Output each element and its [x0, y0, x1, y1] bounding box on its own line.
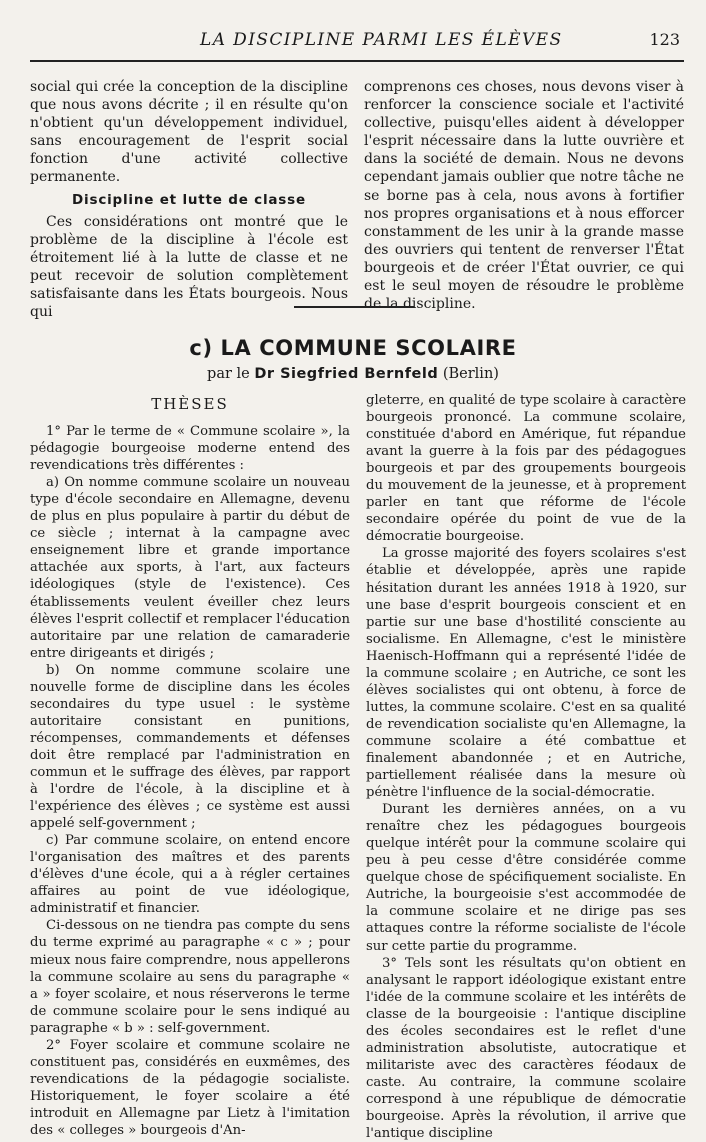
paragraph: comprenons ces choses, nous devons viser à renforcer la conscience sociale et l'activité collective, puisqu'elles aident à développer l'esprit nécessaire dans la lutte ouvrière et dans la société de demain. Nous ne devons cependant jamais oublier que notre tâche ne se borne pas à cela, nous avons à fortifier nos propres organisations et à nous efforcer constamment de les unir à la grande masse des ouvriers qui tentent de renverser l'État bourgeois et de créer l'État ouvrier, ce qui est le seul moyen de résoudre le problème de la discipline. — [364, 79, 684, 313]
page-number: 123 — [649, 30, 680, 49]
paragraph: a) On nomme commune scolaire un nouveau type d'école secondaire en Allemagne, devenu de plus en plus populaire à partir du début de ce siècle ; internat à la campagne avec enseignement libre et grande importance attachée aux sports, à l'art, aux facteurs idéologiques (style de l'existence). Ces établissements veulent éveiller chez leurs élèves l'esprit collectif et remplacer l'éducation autoritaire par une relation de camaraderie entre dirigeants et dirigés ; — [30, 475, 350, 661]
byline — [0, 366, 706, 382]
paragraph: 1° Par le terme de « Commune scolaire », la pédagogie bourgeoise moderne entend des revendications très différentes : — [30, 424, 350, 474]
paragraph: Ces considérations ont montré que le problème de la discipline à l'école est étroitement lié à la lutte de classe et ne peut recevoir de solution complètement satisfaisante dans les États bourgeois. Nous qui — [30, 213, 348, 321]
paragraph: gleterre, en qualité de type scolaire à caractère bourgeois prononcé. La commune scolaire, constituée d'abord en Amérique, fut répandue avant la guerre à la fois par des pédagogues bourgeois et par des groupements bourgeois du mouvement de la jeunesse, et à proprement parler en tant que réforme de l'école secondaire opérée du point de vue de la démocratie bourgeoise. — [366, 393, 686, 545]
paragraph: Ci-dessous on ne tiendra pas compte du sens du terme exprimé au paragraphe « c » ; pour mieux nous faire comprendre, nous appellerons la commune scolaire au sens du paragraphe « a » foyer scolaire, et nous réserverons le terme de commune scolaire pour le sens indiqué au paragraphe « b » : self-government. — [30, 918, 350, 1036]
article-title: c) LA COMMUNE SCOLAIRE — [189, 336, 517, 360]
paragraph: c) Par commune scolaire, on entend encore l'organisation des maîtres et des parents d'élèves d'une école, qui a à régler certaines affaires au point de vue idéologique, administratif et financier. — [30, 833, 350, 917]
paragraph: Durant les dernières années, on a vu renaître chez les pédagogues bourgeois quelque intérêt pour la commune scolaire qui peu à peu cesse d'être considérée comme quelque chose de spécifiquement socialiste. En Autriche, la bourgeoisie s'est accommodée de la commune scolaire et ne dirige pas ses attaques contre la réforme socialiste de l'école sur cette partie du programme. — [366, 802, 686, 954]
section-divider — [294, 306, 414, 308]
byline-prefix: par le — [207, 366, 250, 382]
paragraph: 2° Foyer scolaire et commune scolaire ne constituent pas, considérés en euxmêmes, des revendications de la pédagogie socialiste. Historiquement, le foyer scolaire a été introduit en Allemagne par Lietz à l'imitation des « colleges » bourgeois d'An- — [30, 1037, 350, 1138]
top-left-column — [30, 78, 348, 321]
top-right-column — [364, 78, 684, 313]
paragraph: b) On nomme commune scolaire une nouvelle forme de discipline dans les écoles secondaires du type usuel : le système autoritaire consistant en punitions, récompenses, commandements et défenses doit être remplacé par l'administration en commun et le suffrage des élèves, par rapport à l'ordre de l'école, à la discipline et à l'expérience des élèves ; ce système est aussi appelé self-government ; — [30, 662, 350, 832]
section-subheading: Discipline et lutte de classe — [72, 191, 306, 208]
author-location: (Berlin) — [442, 366, 499, 382]
paragraph: 3° Tels sont les résultats qu'on obtient en analysant le rapport idéologique existant entre l'idée de la commune scolaire et les intérêts de classe de la bourgeoisie : l'antique discipline des écoles secondaires est le reflet d'une administration absolutiste, autocratique et militariste avec des caractères féodaux de caste. Au contraire, la commune scolaire correspond à une république de démocratie bourgeoise. Après la révolution, il arrive que l'antique discipline — [366, 955, 686, 1142]
paragraph: La grosse majorité des foyers scolaires s'est établie et développée, après une rapide hésitation durant les années 1918 à 1920, sur une base d'esprit bourgeois conscient et en partie sur une base d'hostilité consciente au socialisme. En Allemagne, c'est le ministère Haenisch-Hoffmann qui a représenté l'idée de la commune scolaire ; en Autriche, ce sont les élèves socialistes qui ont obtenu, à force de luttes, la commune scolaire. C'est en sa qualité de revendication socialiste qu'en Allemagne, la commune scolaire a été combattue et finalement abandonnée ; et en Autriche, partiellement réalisée dans la mesure où pénètre l'influence de la social-démocratie. — [366, 546, 686, 801]
running-head: LA DISCIPLINE PARMI LES ÉLÈVES — [200, 30, 563, 50]
paragraph: social qui crée la conception de la discipline que nous avons décrite ; il en résulte qu'on n'obtient qu'un développement individuel, sans encouragement de l'esprit social fonction d'une activité collective permanente. — [30, 79, 348, 186]
article-right-column — [366, 392, 686, 1142]
article-left-column — [30, 392, 350, 1139]
author-name: Dr Siegfried Bernfeld — [254, 366, 439, 382]
theses-heading: THÈSES — [151, 395, 229, 413]
page-header — [30, 28, 684, 62]
